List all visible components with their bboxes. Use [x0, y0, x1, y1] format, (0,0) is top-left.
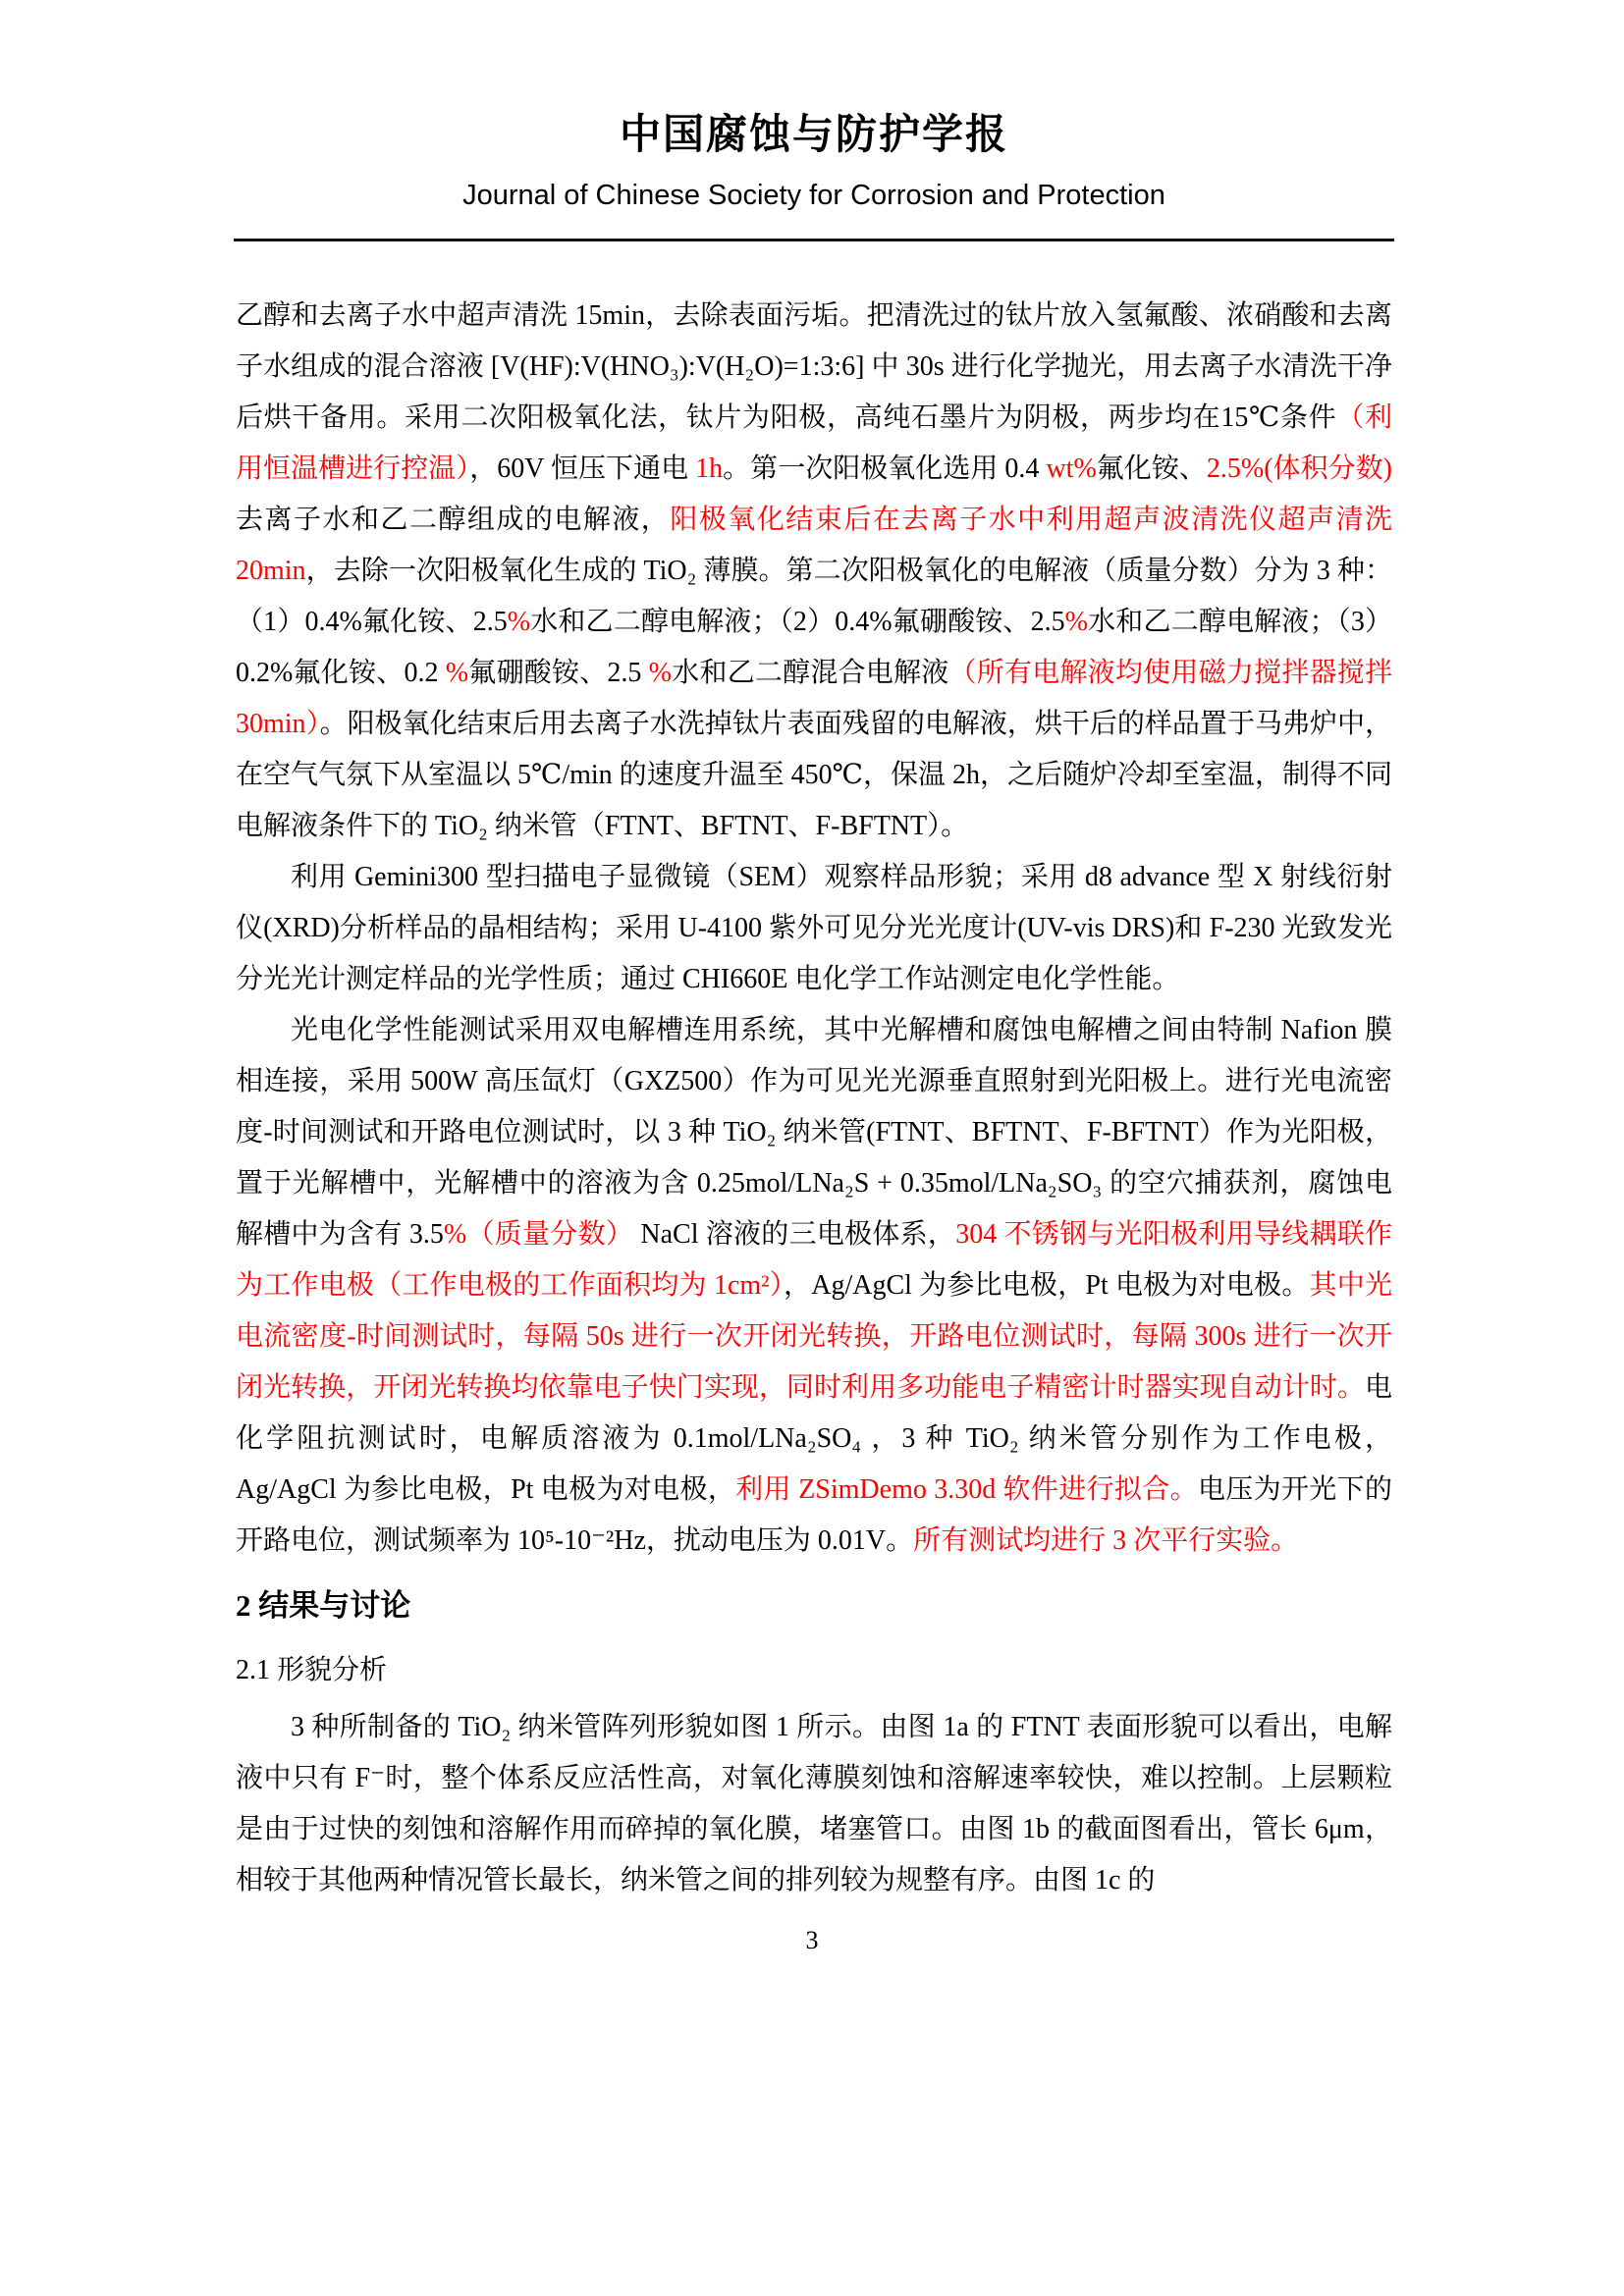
page-number: 3 [805, 1926, 819, 1954]
body-text: 利用 Gemini300 型扫描电子显微镜（SEM）观察样品形貌；采用 d8 advance 型 X 射线衍射仪(XRD)分析样品的晶相结构；采用 U-4100 紫外可见分光光度计(UV-vis DRS)和 F-230 光致发光分光光计测定样品的光学性质；通过 CHI660E 电化学工作站测定电化学性能。 [236, 862, 1392, 994]
body-text: 氟化铵、 [1096, 454, 1207, 484]
body-text: 去离子水和乙二醇组成的电解液， [236, 505, 671, 535]
revision-text: %（质量分数） [443, 1219, 634, 1250]
body-text: 氟硼酸铵、2.5 [468, 658, 649, 688]
body-text: 光电化学性能测试采用双电解槽连用系统，其中光解槽和腐蚀电解槽之间由特制 Nafion 膜相连接，采用 500W 高压氙灯（GXZ500）作为可见光光源垂直照射到光阳极上。进行光电流密度-时间测试和开路电位测试时，以 3 种 TiO₂ 纳米管(FTNT、BFTNT、F-BFTNT）作为光阳极，置于光解槽中，光解槽中的溶液为含 0.25mol/LNa₂S + 0.35mol/LNa₂SO₃ 的空穴捕获剂，腐蚀电解槽中为含有 3.5 [236, 1015, 1392, 1250]
section-heading-results-discussion [236, 1580, 1392, 1631]
revision-text: % [507, 607, 531, 637]
revision-text: （利用恒温槽进行控温） [236, 402, 1392, 484]
journal-title-chinese: 中国腐蚀与防护学报 [619, 111, 1008, 157]
body-text: ，去除一次阳极氧化生成的 TiO₂ 薄膜。第二次阳极氧化的电解液（质量分数）分为 3 种：（1）0.4%氟化铵、2.5 [236, 556, 1392, 637]
body-text: ，60V 恒压下通电 [469, 454, 696, 484]
subsection-heading-morphology-analysis [236, 1645, 1392, 1696]
body-text: NaCl 溶液的三电极体系， [633, 1219, 956, 1250]
revision-text: % [648, 658, 672, 688]
revision-text: 所有测试均进行 3 次平行实验。 [913, 1525, 1299, 1556]
body-text: 水和乙二醇电解液；（3）0.2%氟化铵、0.2 [236, 607, 1392, 688]
body-text: 水和乙二醇混合电解液 [672, 658, 949, 688]
body-text: 电压为开光下的开路电位，测试频率为 10⁵-10⁻²Hz，扰动电压为 0.01V。 [236, 1474, 1392, 1556]
journal-title-english: Journal of Chinese Society for Corrosion and Protection [462, 180, 1165, 212]
revision-text: 1h [695, 454, 724, 484]
revision-text: 其中光电流密度-时间测试时，每隔 50s 进行一次开闭光转换，开路电位测试时，每隔 300s 进行一次开闭光转换，开闭光转换均依靠电子快门实现，同时利用多功能电子精密计时器实现自动计时。 [236, 1270, 1392, 1403]
revision-text: 2.5%(体积分数) [1206, 454, 1392, 484]
journal-header [234, 110, 1394, 241]
body-text: 乙醇和去离子水中超声清洗 15min，去除表面污垢。把清洗过的钛片放入氢氟酸、浓硝酸和去离子水组成的混合溶液 [V(HF):V(HNO₃):V(H₂O)=1:3:6] 中 30s 进行化学抛光，用去离子水清洗干净后烘干备用。采用二次阳极氧化法，钛片为阳极，高纯石墨片为阴极，两步均在15℃条件 [236, 300, 1392, 433]
document-body [236, 291, 1392, 1906]
revision-text: 阳极氧化结束后在去离子水中利用超声波清洗仪超声清洗 20min [236, 505, 1392, 586]
revision-text: wt% [1046, 454, 1097, 484]
body-text: 。第一次阳极氧化选用 0.4 [723, 454, 1047, 484]
body-text: 。阳极氧化结束后用去离子水洗掉钛片表面残留的电解液，烘干后的样品置于马弗炉中，在空气气氛下从室温以 5℃/min 的速度升温至 450℃，保温 2h，之后随炉冷却至室温，制得不同电解液条件下的 TiO₂ 纳米管（FTNT、BFTNT、F-BFTNT）。 [236, 709, 1392, 841]
revision-text: 利用 ZSimDemo 3.30d 软件进行拟合。 [735, 1474, 1198, 1505]
body-text: 2.1 形貌分析 [236, 1655, 388, 1685]
revision-text: % [445, 658, 469, 688]
body-text: 2 结果与讨论 [236, 1588, 411, 1623]
body-text: ，Ag/AgCl 为参比电极，Pt 电极为对电极。 [784, 1270, 1310, 1301]
paragraph-photoelectrochemical-test [236, 1005, 1392, 1567]
revision-text: % [1064, 607, 1088, 637]
body-text: 电化学阻抗测试时，电解质溶液为 0.1mol/LNa₂SO₄ ，3 种 TiO₂ 纳米管分别作为工作电极，Ag/AgCl 为参比电极，Pt 电极为对电极， [236, 1372, 1392, 1505]
paragraph-morphology-analysis [236, 1702, 1392, 1906]
paragraph-characterization-instruments [236, 852, 1392, 1005]
paragraph-sample-preparation [236, 291, 1392, 852]
body-text: 水和乙二醇电解液；（2）0.4%氟硼酸铵、2.5 [530, 607, 1065, 637]
body-text: 3 种所制备的 TiO₂ 纳米管阵列形貌如图 1 所示。由图 1a 的 FTNT 表面形貌可以看出，电解液中只有 F⁻时，整个体系反应活性高，对氧化薄膜刻蚀和溶解速率较快，难以控制。上层颗粒是由于过快的刻蚀和溶解作用而碎掉的氧化膜，堵塞管口。由图 1b 的截面图看出，管长 6μm，相较于其他两种情况管长最长，纳米管之间的排列较为规整有序。由图 1c 的 [236, 1712, 1392, 1896]
revision-text: （所有电解液均使用磁力搅拌器搅拌 30min） [236, 658, 1392, 739]
revision-text: 304 不锈钢与光阳极利用导线耦联作为工作电极（工作电极的工作面积均为 1cm²） [236, 1219, 1392, 1301]
